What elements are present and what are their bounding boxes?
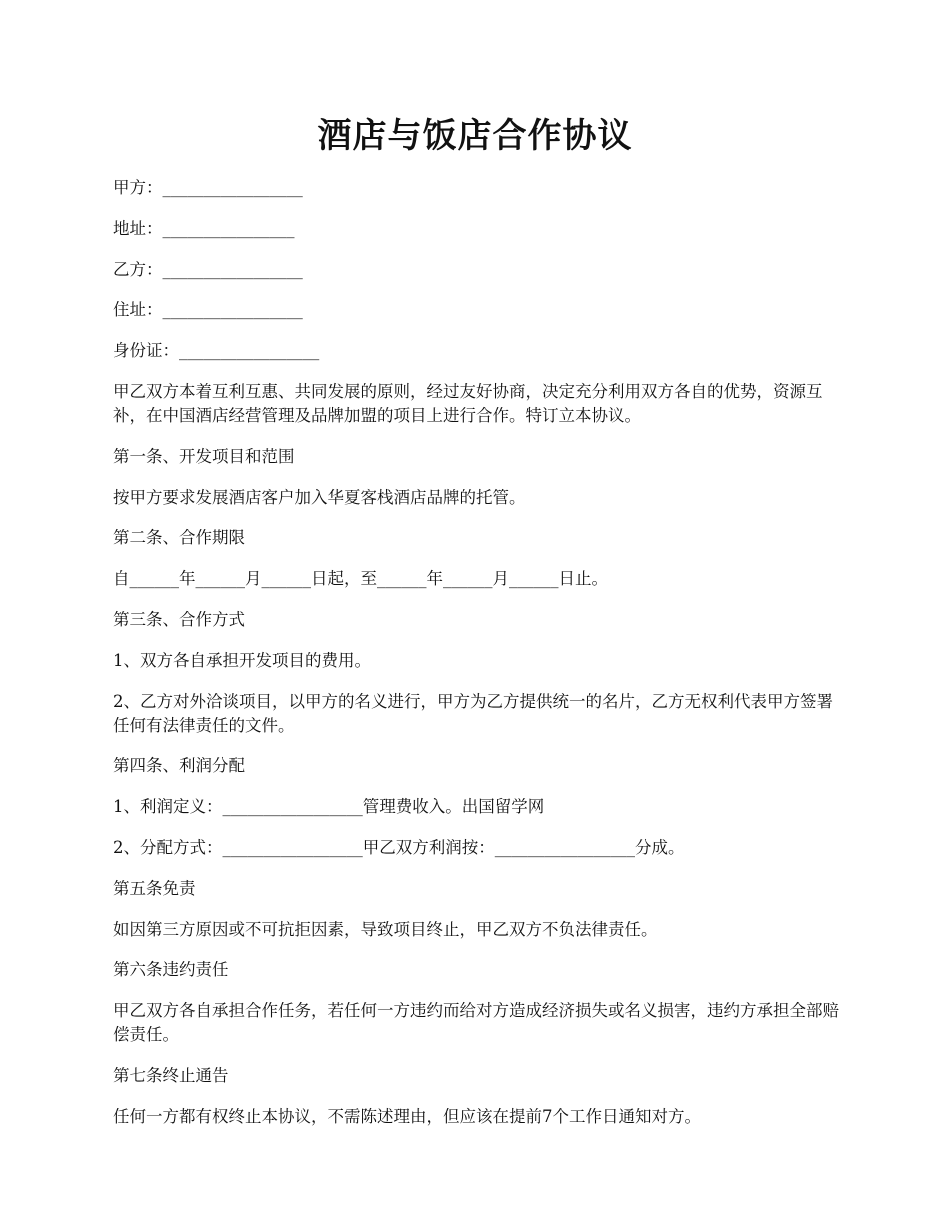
article-7-heading: 第七条终止通告 bbox=[113, 1065, 229, 1085]
party-a-line: 甲方：_________________ bbox=[113, 178, 303, 197]
party-b-line: 乙方：_________________ bbox=[113, 259, 303, 279]
preamble-paragraph: 甲乙双方本着互利互惠、共同发展的原则，经过友好协商，决定充分利用双方各自的优势，资源互补，在中国酒店经营管理及品牌加盟的项目上进行合作。特订立本协议。 bbox=[113, 381, 823, 425]
id-card-line: 身份证：_________________ bbox=[113, 341, 320, 361]
article-3-item-2: 2、乙方对外洽谈项目，以甲方的名义进行，甲方为乙方提供统一的名片，乙方无权利代表甲方签署任何有法律责任的文件。 bbox=[113, 691, 833, 735]
article-1-text: 按甲方要求发展酒店客户加入华夏客栈酒店品牌的托管。 bbox=[113, 487, 526, 507]
article-5-heading: 第五条免责 bbox=[113, 878, 196, 898]
article-3-item-1: 1、双方各自承担开发项目的费用。 bbox=[113, 650, 371, 670]
article-2-heading: 第二条、合作期限 bbox=[113, 528, 245, 548]
article-6-heading: 第六条违约责任 bbox=[113, 960, 229, 980]
address-line: 地址：________________ bbox=[113, 218, 295, 238]
article-2-text: 自______年______月______日起，至______年______月______日止。 bbox=[113, 569, 608, 589]
article-7-text: 任何一方都有权终止本协议，不需陈述理由，但应该在提前7个工作日通知对方。 bbox=[113, 1106, 701, 1126]
article-1-heading: 第一条、开发项目和范围 bbox=[113, 446, 295, 466]
document-title: 酒店与饭店合作协议 bbox=[317, 116, 633, 156]
document-body bbox=[113, 176, 843, 1146]
article-4-item-1: 1、利润定义：_________________管理费收入。出国留学网 bbox=[113, 797, 545, 817]
residence-line: 住址：_________________ bbox=[113, 300, 303, 320]
article-6-text: 甲乙双方各自承担合作任务，若任何一方违约而给对方造成经济损失或名义损害，违约方承担全部赔偿责任。 bbox=[113, 1001, 839, 1045]
article-4-item-2: 2、分配方式：_________________甲乙双方利润按：_________________分成。 bbox=[113, 837, 685, 857]
article-4-heading: 第四条、利润分配 bbox=[113, 756, 245, 776]
article-5-text: 如因第三方原因或不可抗拒因素，导致项目终止，甲乙双方不负法律责任。 bbox=[113, 919, 658, 939]
article-3-heading: 第三条、合作方式 bbox=[113, 609, 245, 629]
